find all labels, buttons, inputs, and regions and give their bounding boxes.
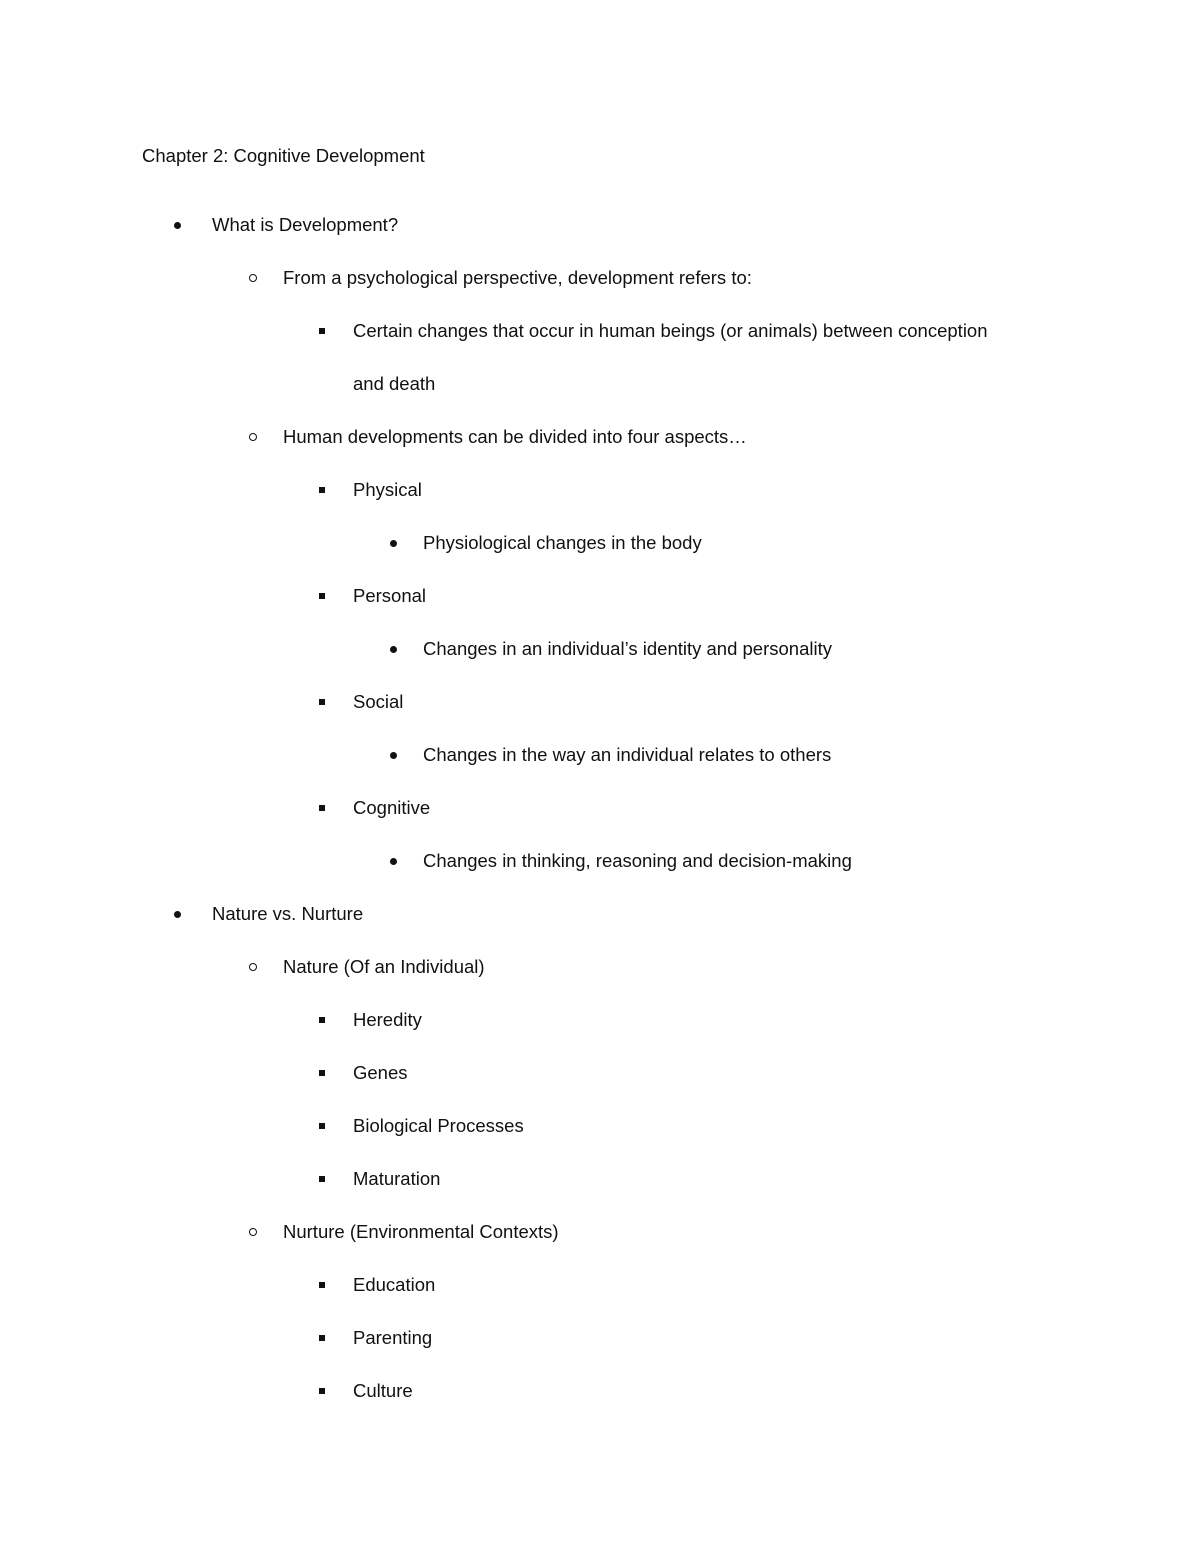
- list-item-level-2: Nature (Of an Individual): [283, 956, 485, 977]
- list-item-level-3: Culture: [353, 1380, 413, 1401]
- list-item-level-3: Maturation: [353, 1168, 441, 1189]
- square-bullet-icon: [319, 1176, 325, 1182]
- circle-bullet-icon: [249, 433, 257, 441]
- list-item-level-3: Social: [353, 691, 404, 712]
- square-bullet-icon: [319, 1017, 325, 1023]
- circle-bullet-icon: [249, 274, 257, 282]
- square-bullet-icon: [319, 593, 325, 599]
- list-item-level-2: Nurture (Environmental Contexts): [283, 1221, 559, 1242]
- list-item-level-2: From a psychological perspective, development refers to:: [283, 267, 752, 288]
- list-item-level-3: Education: [353, 1274, 436, 1295]
- list-item-continuation: and death: [353, 373, 436, 394]
- list-item-level-3: Parenting: [353, 1327, 433, 1348]
- disc-bullet-icon: [390, 646, 397, 653]
- circle-bullet-icon: [249, 963, 257, 971]
- square-bullet-icon: [319, 487, 325, 493]
- list-item-level-4: Changes in the way an individual relates to others: [423, 744, 832, 765]
- square-bullet-icon: [319, 1070, 325, 1076]
- list-item-level-3: Genes: [353, 1062, 408, 1083]
- page-title: Chapter 2: Cognitive Development: [142, 145, 425, 166]
- disc-bullet-icon: [174, 222, 181, 229]
- list-item-level-4: Physiological changes in the body: [423, 532, 702, 553]
- list-item-level-3: Biological Processes: [353, 1115, 524, 1136]
- list-item-level-3: Physical: [353, 479, 422, 500]
- list-item-level-3: Certain changes that occur in human beings (or animals) between conception: [353, 320, 988, 341]
- list-item-level-1: Nature vs. Nurture: [212, 903, 364, 924]
- disc-bullet-icon: [390, 858, 397, 865]
- list-item-level-4: Changes in an individual’s identity and personality: [423, 638, 832, 659]
- disc-bullet-icon: [174, 911, 181, 918]
- square-bullet-icon: [319, 805, 325, 811]
- square-bullet-icon: [319, 1282, 325, 1288]
- list-item-level-4: Changes in thinking, reasoning and decision-making: [423, 850, 852, 871]
- square-bullet-icon: [319, 1388, 325, 1394]
- list-item-level-3: Heredity: [353, 1009, 422, 1030]
- list-item-level-3: Cognitive: [353, 797, 431, 818]
- list-item-level-3: Personal: [353, 585, 427, 606]
- disc-bullet-icon: [390, 540, 397, 547]
- disc-bullet-icon: [390, 752, 397, 759]
- square-bullet-icon: [319, 1123, 325, 1129]
- list-item-level-1: What is Development?: [212, 214, 399, 235]
- square-bullet-icon: [319, 699, 325, 705]
- circle-bullet-icon: [249, 1228, 257, 1236]
- square-bullet-icon: [319, 1335, 325, 1341]
- list-item-level-2: Human developments can be divided into four aspects…: [283, 426, 747, 447]
- square-bullet-icon: [319, 328, 325, 334]
